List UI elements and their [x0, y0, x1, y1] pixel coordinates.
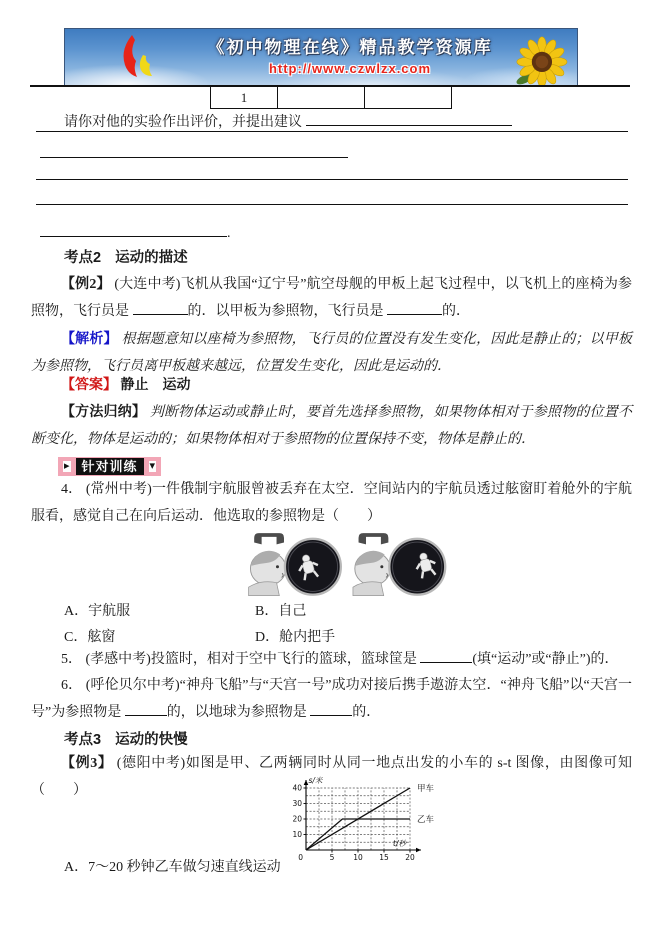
site-logo-flame-icon [107, 32, 165, 82]
q4-option-a [64, 600, 130, 620]
score-table-cell [365, 86, 452, 109]
answer-text: 静止 运动 [120, 378, 191, 393]
example2-lead: (大连中考)飞机从我国“辽宁号”航空母舰的甲板上起飞过程中，以飞机上的座椅为参照物，飞行员是 [31, 277, 633, 319]
method-paragraph [31, 399, 632, 453]
banner-url-link[interactable]: http://www.czwlzx.com [268, 61, 432, 76]
option-key: A． [64, 860, 89, 875]
sunflower-icon [511, 33, 569, 87]
question4-text: (常州中考)一件俄制宇航服曾被丢弃在太空．空间站内的宇航员透过舷窗盯着舱外的宇航服看，感觉自己在向后运动．他选取的参照物是（ ） [31, 482, 632, 524]
answer-tag: 【答案】 [61, 378, 117, 393]
answer-blank [133, 302, 188, 315]
option-label: 自己 [278, 604, 307, 619]
s-t-graph [280, 774, 450, 862]
option-key: D． [255, 630, 280, 645]
answer-rule [36, 204, 628, 205]
svg-text:5: 5 [329, 853, 335, 862]
question5-tail: (填“运动”或“静止”)的． [472, 652, 619, 667]
analysis-tag: 【解析】 [61, 332, 118, 347]
question6-mid: 的，以地球为参照物是 [166, 705, 307, 720]
evaluation-prompt: 请你对他的实验作出评价，并提出建议 [64, 115, 302, 130]
porthole-panel-2 [353, 533, 445, 595]
svg-text:20: 20 [405, 853, 415, 862]
answer-blank [387, 302, 442, 315]
question6-number: 6． [61, 678, 83, 693]
period: . [227, 226, 231, 241]
handle-icon [359, 533, 389, 544]
example3-option-a [64, 856, 281, 876]
site-banner [64, 28, 578, 86]
answer-blank [306, 113, 512, 126]
example2-paragraph [31, 271, 632, 325]
kaodian2-label: 考点2 [64, 250, 102, 266]
kaodian3-title: 运动的快慢 [115, 732, 188, 748]
banner-title: 《初中物理在线》精品教学资源库 [207, 38, 493, 57]
answer-rule [40, 157, 348, 158]
question6-lead: (呼伦贝尔中考)“神舟飞船”与“天宫一号”成功对接后携手遨游太空．“神舟飞船”以“天宫一号”为参照物是 [31, 678, 633, 720]
score-table-cell [278, 86, 365, 109]
svg-text:40: 40 [292, 783, 302, 793]
training-badge-label: 针对训练 [76, 458, 144, 475]
option-label: 7～20 秒钟乙车做匀速直线运动 [88, 860, 281, 875]
option-label: 舱内把手 [279, 630, 336, 645]
q4-option-d [255, 626, 335, 646]
option-key: C． [64, 630, 88, 645]
training-badge [58, 457, 161, 476]
porthole-panel-1 [249, 533, 341, 595]
score-table [210, 86, 452, 109]
example2-tag: 【例2】 [61, 277, 111, 292]
svg-text:s/米: s/米 [308, 776, 323, 785]
question6-paragraph [31, 672, 632, 726]
option-key: A． [64, 604, 89, 619]
question5-number: 5． [61, 652, 82, 667]
boy-shoulder [353, 582, 384, 596]
kaodian2-title: 运动的描述 [115, 250, 188, 266]
svg-text:甲车: 甲车 [417, 784, 435, 794]
svg-text:20: 20 [292, 814, 302, 824]
analysis-text: 根据题意知以座椅为参照物，飞行员的位置没有发生变化，因此是静止的；以甲板为参照物，飞行员离甲板越来越远，位置发生变化，因此是运动的． [31, 332, 632, 374]
answer-rule-last [40, 224, 231, 242]
question5-lead: (孝感中考)投篮时，相对于空中飞行的篮球，篮球筐是 [85, 652, 417, 667]
svg-text:0: 0 [298, 853, 303, 862]
answer-blank [310, 703, 352, 716]
example3-tag: 【例3】 [61, 756, 113, 771]
badge-right-arrow-icon: ▾ [149, 460, 156, 472]
boy-shoulder [249, 582, 280, 596]
option-key: B． [255, 604, 279, 619]
section-heading-kaodian3 [64, 728, 188, 749]
answer-blank [40, 224, 227, 237]
svg-text:30: 30 [292, 799, 302, 809]
badge-left-arrow-icon: ▸ [64, 460, 70, 472]
svg-text:10: 10 [353, 853, 363, 862]
answer-blank [420, 650, 472, 663]
question4-figure [243, 526, 448, 600]
example2-end: 的． [442, 304, 470, 319]
answer-blank [125, 703, 167, 716]
question5-paragraph [31, 646, 632, 673]
section-heading-kaodian2 [64, 246, 188, 267]
score-table-cell: 1 [210, 86, 278, 109]
method-text: 判断物体运动或静止时，要首先选择参照物，如果物体相对于参照物的位置不断变化，物体是运动的；如果物体相对于参照物的位置保持不变，物体是静止的． [31, 405, 632, 447]
question6-end: 的． [352, 705, 381, 720]
svg-text:10: 10 [292, 830, 302, 840]
example3-lead: (德阳中考)如图是甲、乙两辆同时从同一地点出发的小车的 s-t 图像，由图像可知（ ） [31, 756, 633, 798]
method-tag: 【方法归纳】 [61, 405, 147, 420]
kaodian3-label: 考点3 [64, 732, 102, 748]
answer-rule [36, 179, 628, 180]
question4-paragraph [31, 476, 632, 530]
option-label: 舷窗 [87, 630, 116, 645]
answer-paragraph [31, 372, 632, 399]
evaluation-prompt-line [64, 111, 512, 131]
answer-rule [36, 131, 628, 132]
svg-text:15: 15 [379, 853, 389, 862]
svg-text:乙车: 乙车 [417, 815, 435, 825]
q4-option-b [255, 600, 306, 620]
option-label: 宇航服 [88, 604, 131, 619]
example2-mid: 的．以甲板为参照物，飞行员是 [187, 304, 384, 319]
q4-option-c [64, 626, 115, 646]
question4-number: 4． [61, 482, 83, 497]
handle-icon [254, 533, 284, 544]
svg-text:t/秒: t/秒 [393, 839, 406, 848]
